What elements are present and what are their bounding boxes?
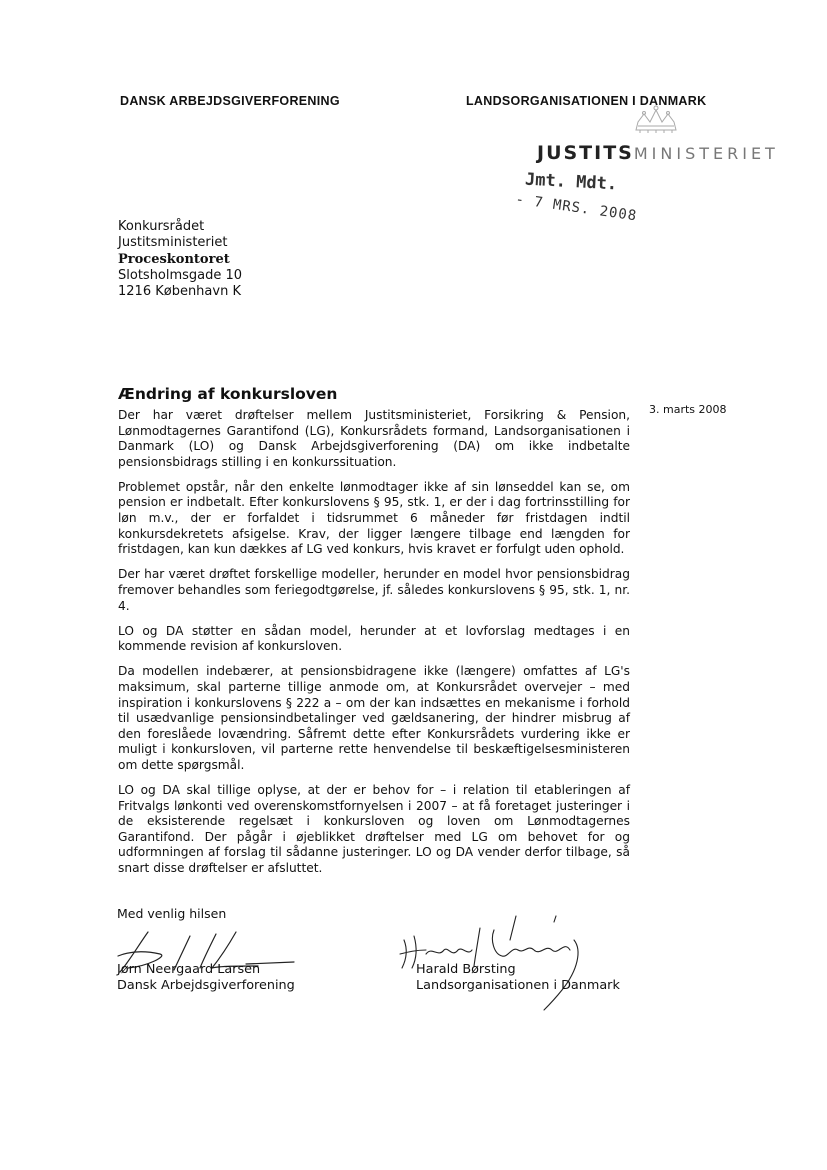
body-paragraph: Der har været drøftelser mellem Justitsministeriet, Forsikring & Pension, Lønmodtagernes Garantifond (LG), Konkursrådets formand, Landsorganisationen i Danmark (LO) og Dansk Arbejdsgiverforening (DA) om ikke indbetalte pensionsbidrags stilling i en konkurssituation.	[118, 408, 630, 469]
ministry-stamp-part1: JUSTITS	[537, 142, 634, 164]
signatory-name: Harald Børsting	[416, 962, 516, 977]
recipient-address	[118, 219, 242, 300]
stamp-received-date: - 7 MRS. 2008	[514, 191, 639, 225]
stamp-dept: Jmt. Mdt.	[524, 169, 618, 195]
signatory-1	[117, 962, 295, 993]
body-paragraph: Der har været drøftet forskellige modeller, herunder en model hvor pensionsbidrag fremover behandles som feriegodtgørelse, jf. således konkurslovens § 95, stk. 1, nr. 4.	[118, 567, 630, 613]
crown-logo-icon	[632, 104, 680, 134]
signature-2-drawing	[398, 910, 588, 1010]
recipient-line: 1216 København K	[118, 284, 241, 300]
body-paragraph: LO og DA skal tillige oplyse, at der er behov for – i relation til etableringen af Fritvalgs lønkonti ved overenskomstfornyelsen i 2007 – at få foretaget justeringer i de eksisterende regelsæt i konkursloven og loven om Lønmodtagernes Garantifond. Der pågår i øjeblikket drøftelser med LG om behovet for og udformningen af forslag til sådanne justeringer. LO og DA vender derfor tilbage, så snart disse drøftelser er afsluttet.	[118, 782, 630, 875]
ministry-stamp	[537, 142, 779, 164]
letter-title: Ændring af konkursloven	[118, 385, 338, 403]
body-paragraph: Problemet opstår, når den enkelte lønmodtager ikke af sin lønseddel kan se, om pension er indbetalt. Efter konkurslovens § 95, stk. 1, er der i dag fortrinsstilling for løn m.v., der er forfaldet i tidsrummet 6 måneder før fristdagen indtil konkursdekretets afsigelse. Krav, der ligger længere tilbage end længden for fristdagen, kan kun dækkes af LG ved konkurs, hvis kravet er forfulgt uden ophold.	[118, 479, 630, 557]
letter-body	[118, 408, 630, 886]
header-left-org: DANSK ARBEJDSGIVERFORENING	[120, 94, 340, 108]
signatory-name: Jørn Neergaard Larsen	[117, 962, 261, 977]
body-paragraph: LO og DA støtter en sådan model, herunder at et lovforslag medtages i en kommende revision af konkursloven.	[118, 623, 630, 654]
recipient-line: Konkursrådet	[118, 219, 205, 234]
signatory-2	[416, 962, 620, 993]
signatory-org: Landsorganisationen i Danmark	[416, 977, 620, 993]
header-right-org: LANDSORGANISATIONEN I DANMARK	[466, 94, 707, 108]
recipient-line: Justitsministeriet	[118, 235, 228, 251]
signatory-org: Dansk Arbejdsgiverforening	[117, 977, 295, 993]
ministry-stamp-part2: MINISTERIET	[633, 144, 779, 163]
recipient-line: Proceskontoret	[118, 251, 230, 267]
letter-date: 3. marts 2008	[649, 403, 727, 416]
closing-greeting: Med venlig hilsen	[117, 906, 227, 921]
body-paragraph: Da modellen indebærer, at pensionsbidragene ikke (længere) omfattes af LG's maksimum, skal parterne tillige anmode om, at Konkursrådet overvejer – med inspiration i konkurslovens § 222 a – om der kan indsættes en mekanisme i forhold til usædvanlige pensionsindbetalinger ved gældsanering, der hindrer misbrug af den foreslåede lovændring. Såfremt dette efter Konkursrådets vurdering ikke er muligt i konkursloven, vil parterne rette henvendelse til beskæftigelsesministeren om dette spørgsmål.	[118, 664, 630, 772]
recipient-line: Slotsholmsgade 10	[118, 267, 243, 283]
